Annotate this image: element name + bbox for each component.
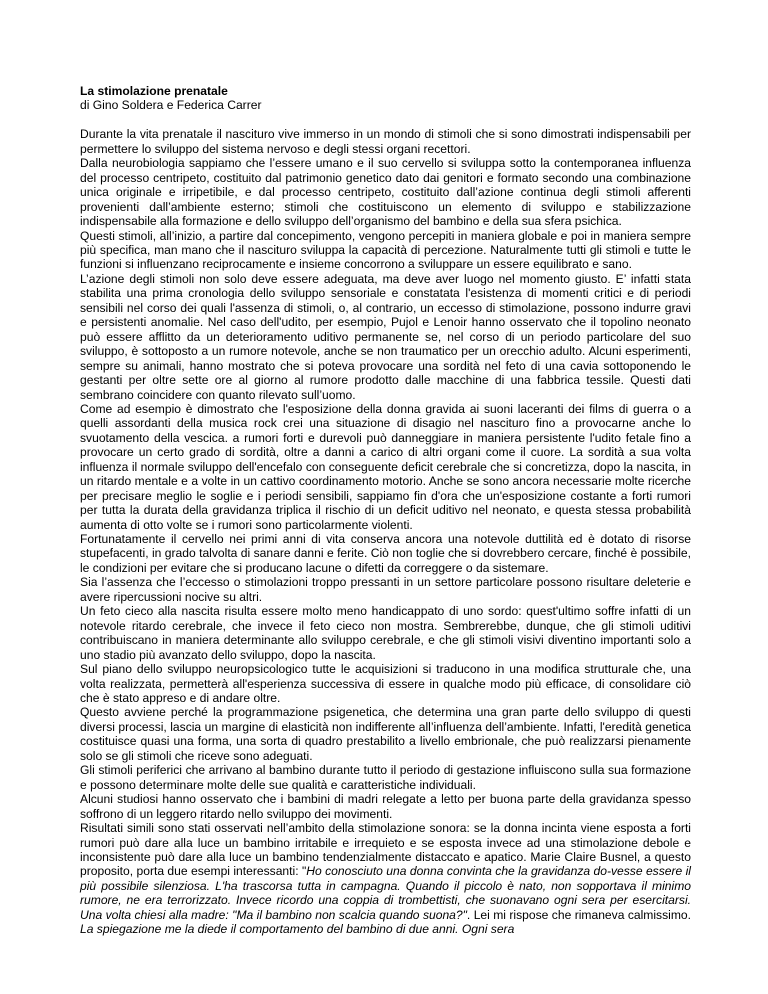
quote-text: Ho conosciuto una donna convinta che la gravidanza do-vesse essere il più possibile silenziosa. L'ha trascorsa tutta in campagna. Quando il piccolo è nato, non sopportava il minimo rumore, ne era terrorizzato. Invece ricordo una coppia di trombettisti, che suonavano ogni sera per esercitarsi. Una volta chiesi alla madre: "Ma il bambino non scalcia quando suona?" <box>80 864 691 922</box>
paragraph: Sul piano dello sviluppo neuropsicologico tutte le acquisizioni si traducono in una modifica strutturale che, una volta realizzata, permetterà all'esperienza successiva di essere in qualche modo più efficace, di consolidare ciò che è stato appreso e di andare oltre. <box>80 662 691 706</box>
paragraph: Dalla neurobiologia sappiamo che l’essere umano e il suo cervello si sviluppa sotto la contemporanea influenza del processo centripeto, costituito dal patrimonio genetico dato dai genitori e formato secondo una combinazione unica originale e irripetibile, e dal processo centripeto, costituito dall’azione continua degli stimoli afferenti provenienti dall’ambiente esterno; stimoli che costituiscono un elemento di sviluppo e stabilizzazione indispensabile alla formazione e dello sviluppo dell’organismo del bambino e della sua sfera psichica. <box>80 156 691 229</box>
quote-text: La spiegazione me la diede il comportamento del bambino di due anni. Ogni sera <box>80 922 515 937</box>
document-title: La stimolazione prenatale <box>80 84 228 98</box>
document-authors: di Gino Soldera e Federica Carrer <box>80 98 262 113</box>
paragraph-middle: . Lei mi rispose che rimaneva calmissimo. <box>466 907 692 922</box>
paragraph-with-quote <box>80 821 691 937</box>
paragraph: Un feto cieco alla nascita risulta essere molto meno handicappato di uno sordo: quest'ultimo soffre infatti di un notevole ritardo cerebrale, che invece il feto cieco non mostra. Sembrerebbe, dunque, che gli stimoli uditivi contribuiscano in maniera determinante allo sviluppo cerebrale, e che gli stimoli visivi diventino importanti solo a uno stadio più avanzato dello sviluppo, dopo la nascita. <box>80 604 691 662</box>
paragraph: Fortunatamente il cervello nei primi anni di vita conserva ancora una notevole duttilità ed è dotato di risorse stupefacenti, in grado talvolta di sanare danni e ferite. Ciò non toglie che si dovrebbero cercare, finché è possibile, le condizioni per evitare che si producano lacune o difetti da correggere o da sistemare. <box>80 532 691 575</box>
paragraph: Questo avviene perché la programmazione psigenetica, che determina una gran parte dello sviluppo di questi diversi processi, lascia un margine di elasticità non indifferente all’influenza dell’ambiente. Infatti, l'eredità genetica costituisce quasi una forma, una sorta di quadro prestabilito a livello embrionale, che può realizzarsi pienamente solo se gli stimoli che riceve sono adeguati. <box>80 705 691 763</box>
paragraph: Sia l’assenza che l’eccesso o stimolazioni troppo pressanti in un settore particolare possono risultare deleterie e avere ripercussioni nocive su altri. <box>80 575 691 604</box>
paragraph-intro: Risultati simili sono stati osservati nell’ambito della stimolazione sonora: se la donna incinta viene esposta a forti rumori può dare alla luce un bambino irritabile e irrequieto e se esposta invece ad una stimolazione debole e inconsistente può dare alla luce un bambino tendenzialmente distaccato e apatico. Marie Claire Busnel, a questo proposito, porta due esempi interessanti: " <box>80 821 691 879</box>
paragraph: Durante la vita prenatale il nascituro vive immerso in un mondo di stimoli che si sono dimostrati indispensabili per permettere lo sviluppo del sistema nervoso e degli stessi organi recettori. <box>80 127 691 156</box>
paragraph: Gli stimoli periferici che arrivano al bambino durante tutto il periodo di gestazione influiscono sulla sua formazione e possono determinare molte delle sue qualità e caratteristiche individuali. <box>80 763 691 792</box>
paragraph: Come ad esempio è dimostrato che l'esposizione della donna gravida ai suoni laceranti dei films di guerra o a quelli assordanti della musica rock crei una situazione di disagio nel nascituro fino a provocarne anche lo svuotamento della vescica. a rumori forti e durevoli può danneggiare in maniera persistente l'udito fetale fino a provocare un certo grado di sordità, oltre a danni a carico di altri organi come il cuore. La sordità a sua volta influenza il normale sviluppo dell'encefalo con conseguente deficit cerebrale che si concretizza, dopo la nascita, in un ritardo mentale e a volte in un cattivo coordinamento motorio. Anche se sono ancora necessarie molte ricerche per precisare meglio le soglie e i periodi sensibili, sappiamo fin d'ora che un'esposizione costante a forti rumori per tutta la durata della gravidanza triplica il rischio di un deficit uditivo nel neonato, e questa stessa probabilità aumenta di otto volte se i rumori sono particolarmente violenti. <box>80 401 691 532</box>
paragraph: Alcuni studiosi hanno osservato che i bambini di madri relegate a letto per buona parte della gravidanza spesso soffrono di un leggero ritardo nello sviluppo dei movimenti. <box>80 792 691 821</box>
paragraph: Questi stimoli, all’inizio, a partire dal concepimento, vengono percepiti in maniera globale e poi in maniera sempre più specifica, man mano che il nascituro sviluppa la capacità di percezione. Naturalmente tutti gli stimoli e tutte le funzioni si influenzano reciprocamente e insieme concorrono a sviluppare un essere equilibrato e sano. <box>80 228 691 272</box>
paragraph: L’azione degli stimoli non solo deve essere adeguata, ma deve aver luogo nel momento giusto. E’ infatti stata stabilita una prima cronologia dello sviluppo sensoriale e constatata l'esistenza di momenti critici e di periodi sensibili nel corso dei quali l'assenza di stimoli, o, al contrario, un eccesso di stimolazione, possono indurre gravi e persistenti anomalie. Nel caso dell'udito, per esempio, Pujol e Lenoir hanno osservato che il topolino neonato può essere afflitto da un deterioramento uditivo permanente se, nel corso di un periodo particolare del suo sviluppo, è sottoposto a un rumore notevole, anche se non traumatico per un orecchio adulto. Alcuni esperimenti, sempre su animali, hanno mostrato che si poteva provocare una sordità nel feto di una cavia sottoponendo le gestanti per oltre sette ore al giorno al rumore prodotto dalle macchine di una fabbrica tessile. Questi dati sembrano coincidere con quanto rilevato sull’uomo. <box>80 271 691 402</box>
